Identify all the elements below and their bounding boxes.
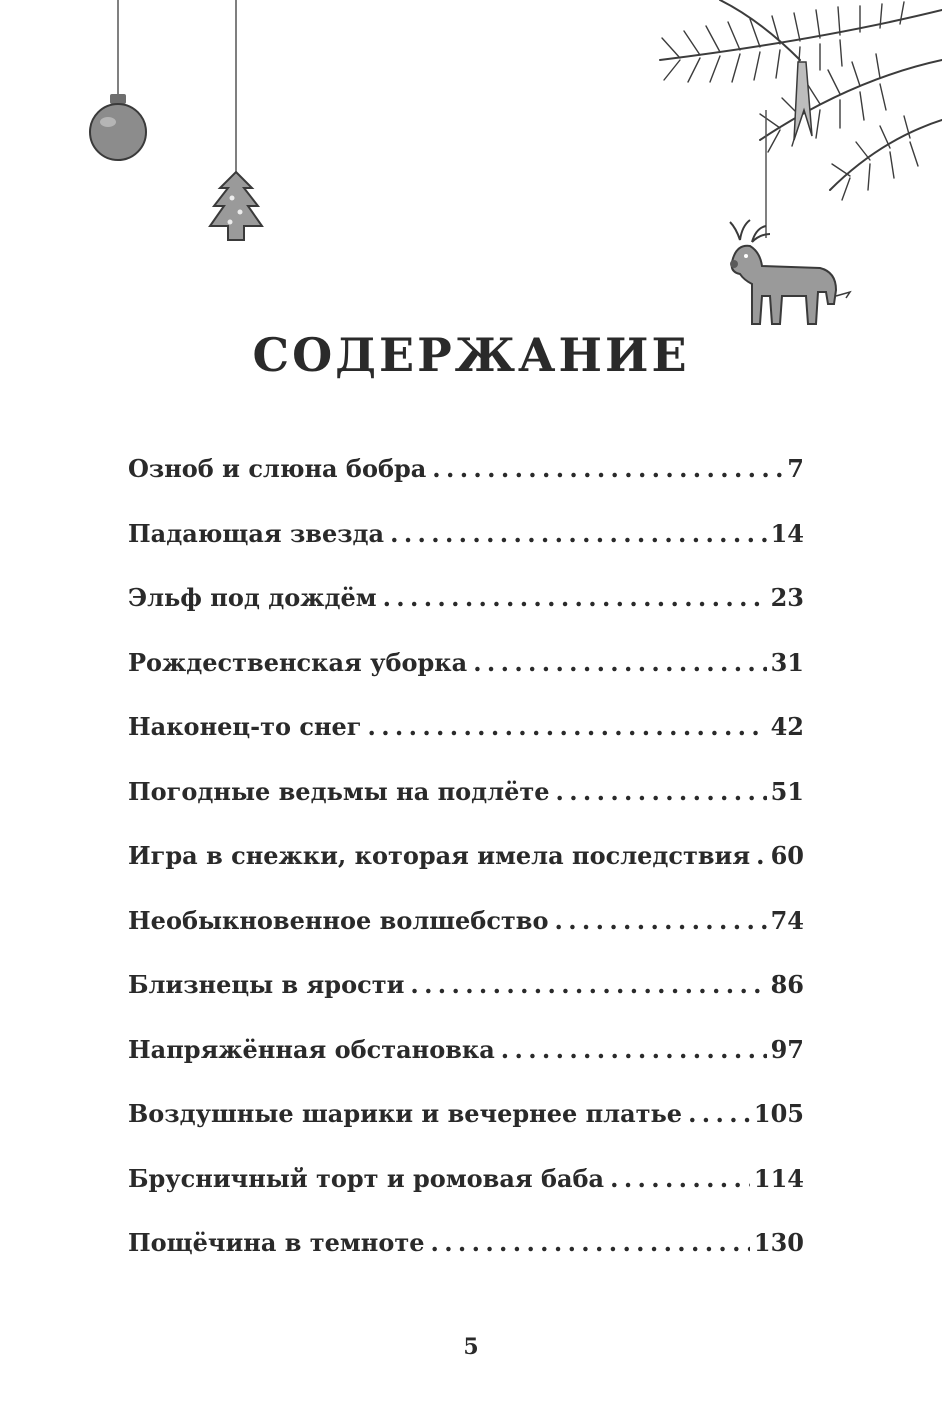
dot-leader <box>410 970 766 999</box>
toc-entry <box>128 648 804 713</box>
toc-entry-page: 51 <box>770 776 804 806</box>
header-illustration <box>0 0 942 340</box>
toc-entry <box>128 1228 804 1293</box>
toc-entry <box>128 1164 804 1229</box>
toc-entry <box>128 1035 804 1100</box>
toc-entry-page: 130 <box>753 1228 804 1257</box>
dot-leader <box>554 906 766 935</box>
toc-entry-title: Воздушные шарики и вечернее платье <box>128 1099 683 1128</box>
toc-entry <box>128 712 804 777</box>
toc-entry-title: Падающая звезда <box>128 518 385 548</box>
toc-entry-page: 97 <box>770 1034 804 1064</box>
toc-entry-title: Наконец-то снег <box>128 712 362 741</box>
reindeer-ornament-icon <box>730 110 850 324</box>
toc-entry-page: 86 <box>770 970 804 999</box>
page-title: СОДЕРЖАНИЕ <box>252 328 690 382</box>
toc-entry-page: 74 <box>770 905 804 935</box>
dot-leader <box>383 583 767 612</box>
dot-leader <box>610 1164 750 1193</box>
toc-entry-title: Эльф под дождём <box>128 583 377 612</box>
toc-entry-title: Рождественская уборка <box>128 647 468 677</box>
toc-entry-title: Брусничный торт и ромовая баба <box>128 1163 605 1193</box>
toc-entry-page: 42 <box>770 712 804 741</box>
dot-leader <box>390 519 766 548</box>
toc-entry-page: 7 <box>787 454 804 483</box>
dot-leader <box>367 712 766 741</box>
dot-leader <box>430 1228 749 1257</box>
toc-entry-title: Погодные ведьмы на подлёте <box>128 776 550 806</box>
dot-leader <box>432 454 783 483</box>
toc-entry-page: 60 <box>770 841 804 870</box>
dot-leader <box>688 1099 750 1128</box>
toc-entry-title: Игра в снежки, которая имела последствия <box>128 841 751 870</box>
ribbon-icon <box>794 62 812 140</box>
toc-entry-page: 114 <box>753 1163 804 1193</box>
dot-leader <box>556 777 767 806</box>
toc-entry-title: Пощёчина в темноте <box>128 1228 425 1257</box>
table-of-contents <box>128 454 804 1293</box>
toc-entry <box>128 519 804 584</box>
dot-leader <box>473 648 766 677</box>
toc-entry-page: 14 <box>770 518 804 548</box>
toc-entry <box>128 970 804 1035</box>
toc-entry-title: Напряжённая обстановка <box>128 1034 495 1064</box>
toc-entry <box>128 1099 804 1164</box>
toc-entry-title: Озноб и слюна бобра <box>128 454 427 483</box>
toc-entry <box>128 777 804 842</box>
toc-entry <box>128 454 804 519</box>
toc-entry-page: 31 <box>770 647 804 677</box>
dot-leader <box>501 1035 767 1064</box>
toc-entry <box>128 583 804 648</box>
toc-entry-title: Необыкновенное волшебство <box>128 905 549 935</box>
toc-entry-page: 23 <box>770 583 804 612</box>
dot-leader <box>756 841 767 870</box>
page-number: 5 <box>463 1334 479 1360</box>
toc-entry <box>128 906 804 971</box>
tree-cookie-icon <box>210 0 262 240</box>
toc-entry-page: 105 <box>753 1099 804 1128</box>
christmas-ball-icon <box>90 0 146 160</box>
toc-entry <box>128 841 804 906</box>
toc-entry-title: Близнецы в ярости <box>128 970 405 999</box>
